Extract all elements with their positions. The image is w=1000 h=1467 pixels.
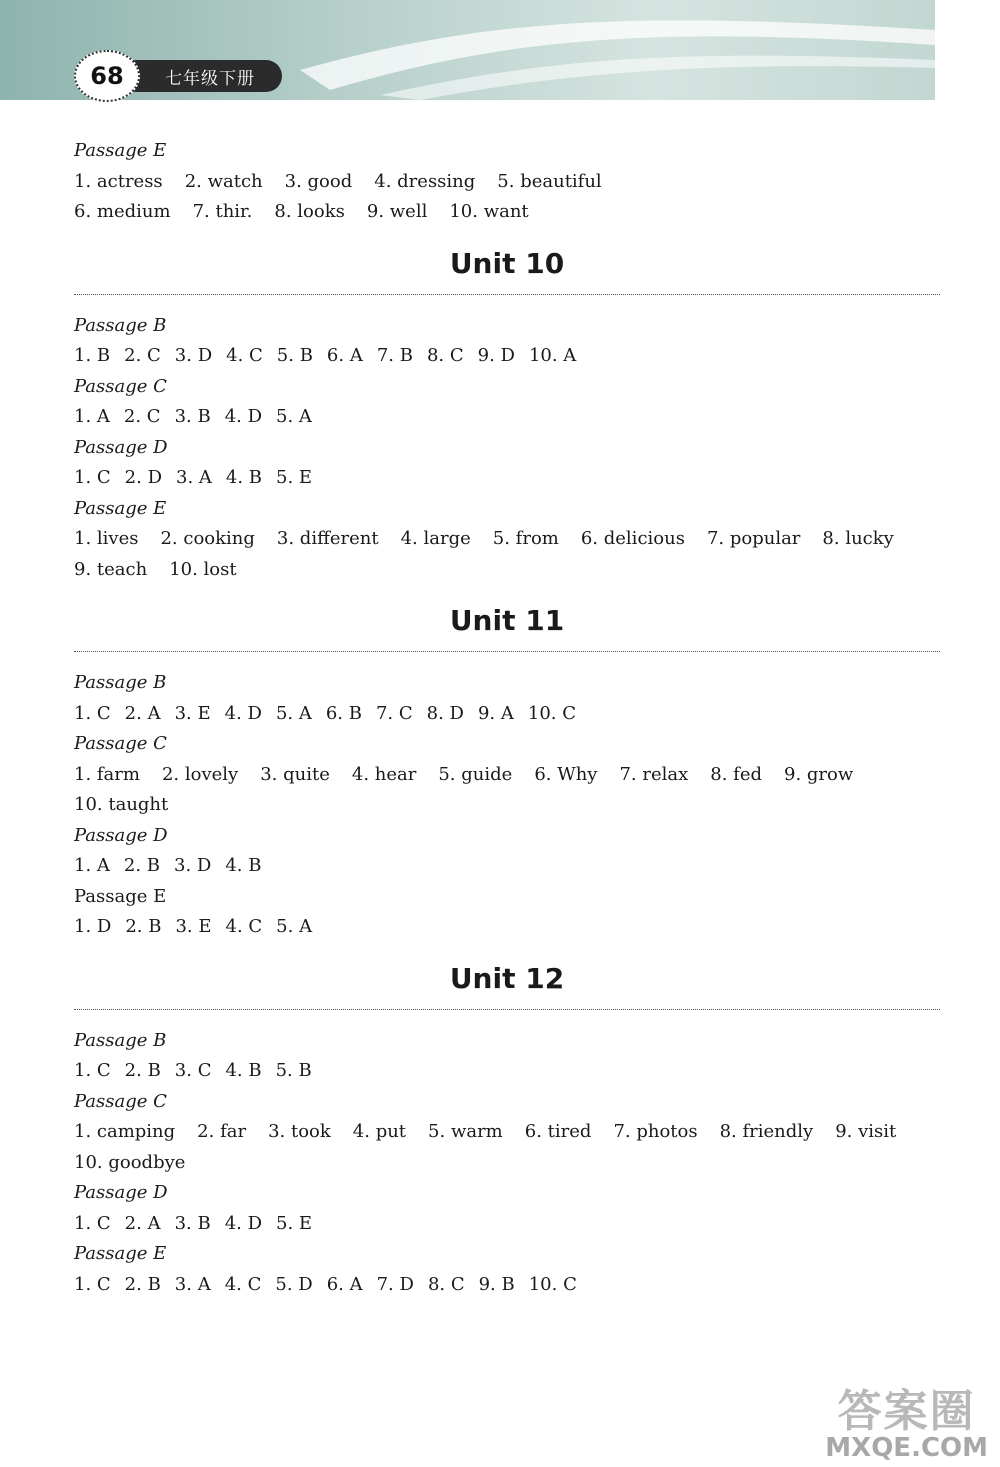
answer-item: 1. actress [74,170,163,192]
answer-item: 6. Why [534,763,598,785]
answer-item: 4. put [352,1121,407,1142]
answer-item: 5. from [492,528,559,549]
answer-item: 5. B [275,1060,312,1081]
answer-item: 6. B [325,702,362,724]
answer-item: 7. B [376,345,413,366]
answer-item: 9. well [366,201,428,222]
answer-item: 2. A [124,1212,161,1234]
unit-title: Unit 11 [449,604,565,637]
answer-line [74,167,944,198]
dotted-divider [74,294,940,295]
answer-item: 9. D [477,345,515,366]
answer-item: 8. lucky [822,528,894,549]
answer-item: 3. took [268,1121,331,1142]
answer-item: 5. E [276,467,313,488]
answer-item: 6. delicious [580,528,685,549]
answer-item: 7. photos [613,1121,698,1142]
answer-item: 5. D [275,1273,313,1295]
passage-title: Passage B [74,1029,167,1051]
answer-item: 2. C [124,345,161,366]
answer-item: 4. D [224,1212,263,1234]
answer-item: 10. taught [74,794,169,815]
passage-title: Passage D [74,824,168,846]
grade-label: 七年级下册 [165,68,255,89]
answer-item: 5. A [275,702,312,724]
answer-item: 1. C [74,1060,111,1081]
answer-item: 1. C [74,467,111,488]
answer-line [74,1270,944,1301]
passage-title: Passage B [74,314,167,336]
answer-item: 4. C [226,345,263,366]
answer-item: 5. B [276,345,313,366]
answer-item: 1. C [74,1212,111,1234]
answer-item: 4. C [224,1273,262,1295]
answer-line [74,402,944,433]
answer-item: 8. friendly [719,1121,814,1142]
passage-title: Passage C [74,733,167,754]
answer-line [74,341,944,372]
answer-item: 5. E [276,1212,313,1234]
answer-item: 5. A [276,406,312,427]
answer-item: 3. C [174,1060,212,1081]
answer-item: 3. D [174,345,213,366]
answer-line [74,1148,944,1179]
answer-line [74,912,944,943]
answer-item: 2. far [197,1121,247,1142]
answer-item: 3. D [174,855,212,876]
answer-item: 2. lovely [161,763,239,785]
passage-title: Passage C [74,1090,167,1112]
answer-item: 9. visit [835,1121,897,1142]
answer-item: 10. C [528,1273,577,1295]
answer-item: 2. A [124,702,161,724]
answer-item: 4. D [224,406,263,427]
unit-title: Unit 10 [449,246,565,280]
answer-item: 9. grow [784,763,854,785]
dotted-divider [74,1009,940,1010]
answer-item: 8. C [426,345,464,366]
passage-title: Passage E [74,497,167,519]
answer-item: 3. B [174,1212,211,1234]
answer-item: 3. A [174,1273,211,1295]
answer-item: 4. B [225,467,263,488]
answer-item: 1. B [74,345,111,366]
answer-line [74,699,944,730]
answer-item: 1. A [74,855,110,876]
answer-item: 1. C [74,1273,111,1295]
answer-item: 8. D [426,702,464,724]
answer-item: 4. B [225,855,262,876]
answer-item: 3. quite [260,763,330,785]
answer-item: 10. A [528,345,577,366]
answer-item: 2. B [125,916,162,937]
answer-line [74,790,944,821]
answer-item: 3. E [174,702,211,724]
answer-item: 7. C [375,702,413,724]
watermark-domain: MXQE.COM [825,1433,988,1463]
answer-item: 10. want [449,201,529,222]
passage-title: Passage D [74,1182,168,1203]
page-number: 68 [90,62,124,90]
answer-item: 9. A [477,702,514,724]
answer-item: 6. A [326,1273,363,1295]
answer-item: 3. E [175,916,212,937]
answer-item: 3. good [284,170,353,192]
answer-item: 1. farm [74,763,140,785]
answer-line [74,760,944,791]
answer-item: 2. C [123,406,161,427]
answer-item: 9. B [478,1273,515,1295]
answer-item: 4. C [225,916,263,937]
watermark-logo: 答案圈 [837,1386,976,1437]
watermark [825,1375,988,1463]
answer-line [74,851,944,882]
grade-label-pill [120,60,282,92]
answer-item: 7. D [376,1273,414,1295]
answer-line [74,555,944,586]
answer-item: 2. B [123,855,161,876]
answer-item: 10. lost [169,558,237,580]
answer-line [74,463,944,494]
answer-item: 5. warm [428,1121,503,1142]
answer-line [74,1056,944,1087]
answer-item: 4. D [224,702,262,724]
answer-item: 2. B [124,1273,161,1295]
answer-item: 3. B [174,406,211,427]
answer-item: 2. cooking [160,528,255,549]
answer-item: 1. A [74,406,110,427]
answer-item: 9. teach [74,558,148,580]
answer-item: 4. large [400,528,471,549]
answer-line [74,1117,944,1148]
answer-item: 4. B [225,1060,262,1081]
passage-title: Passage D [74,436,168,458]
answer-item: 8. looks [274,201,345,222]
answer-item: 5. beautiful [497,170,602,192]
passage-title: Passage E [74,1243,167,1264]
answer-item: 2. B [124,1060,161,1081]
answer-item: 10. goodbye [74,1151,186,1173]
answer-item: 6. medium [74,201,171,222]
answer-line [74,1209,944,1240]
answer-key-content [74,136,944,1300]
answer-item: 6. A [326,345,363,366]
passage-title: Passage E [74,885,167,907]
answer-item: 7. thir. [192,201,253,222]
answer-line [74,524,944,555]
answer-item: 1. C [74,702,111,724]
answer-item: 4. hear [351,763,417,785]
answer-item: 8. C [427,1273,465,1295]
answer-item: 1. camping [74,1121,176,1142]
answer-item: 2. watch [184,170,263,192]
answer-item: 7. popular [706,528,801,549]
dotted-divider [74,651,940,652]
answer-item: 5. A [276,916,313,937]
answer-item: 2. D [124,467,162,488]
answer-item: 1. lives [74,528,139,549]
answer-line [74,197,944,228]
answer-item: 7. relax [619,763,689,785]
answer-item: 3. A [176,467,212,488]
answer-item: 3. different [276,528,379,549]
answer-item: 1. D [74,916,112,937]
unit-title: Unit 12 [449,961,565,995]
page-number-badge [74,50,140,102]
answer-item: 8. fed [710,763,763,785]
passage-title: Passage E [74,140,167,161]
passage-title: Passage C [74,375,167,397]
answer-item: 4. dressing [374,170,476,192]
answer-item: 10. C [527,702,577,724]
answer-item: 5. guide [438,763,513,785]
answer-item: 6. tired [524,1121,592,1142]
passage-title: Passage B [74,672,167,693]
